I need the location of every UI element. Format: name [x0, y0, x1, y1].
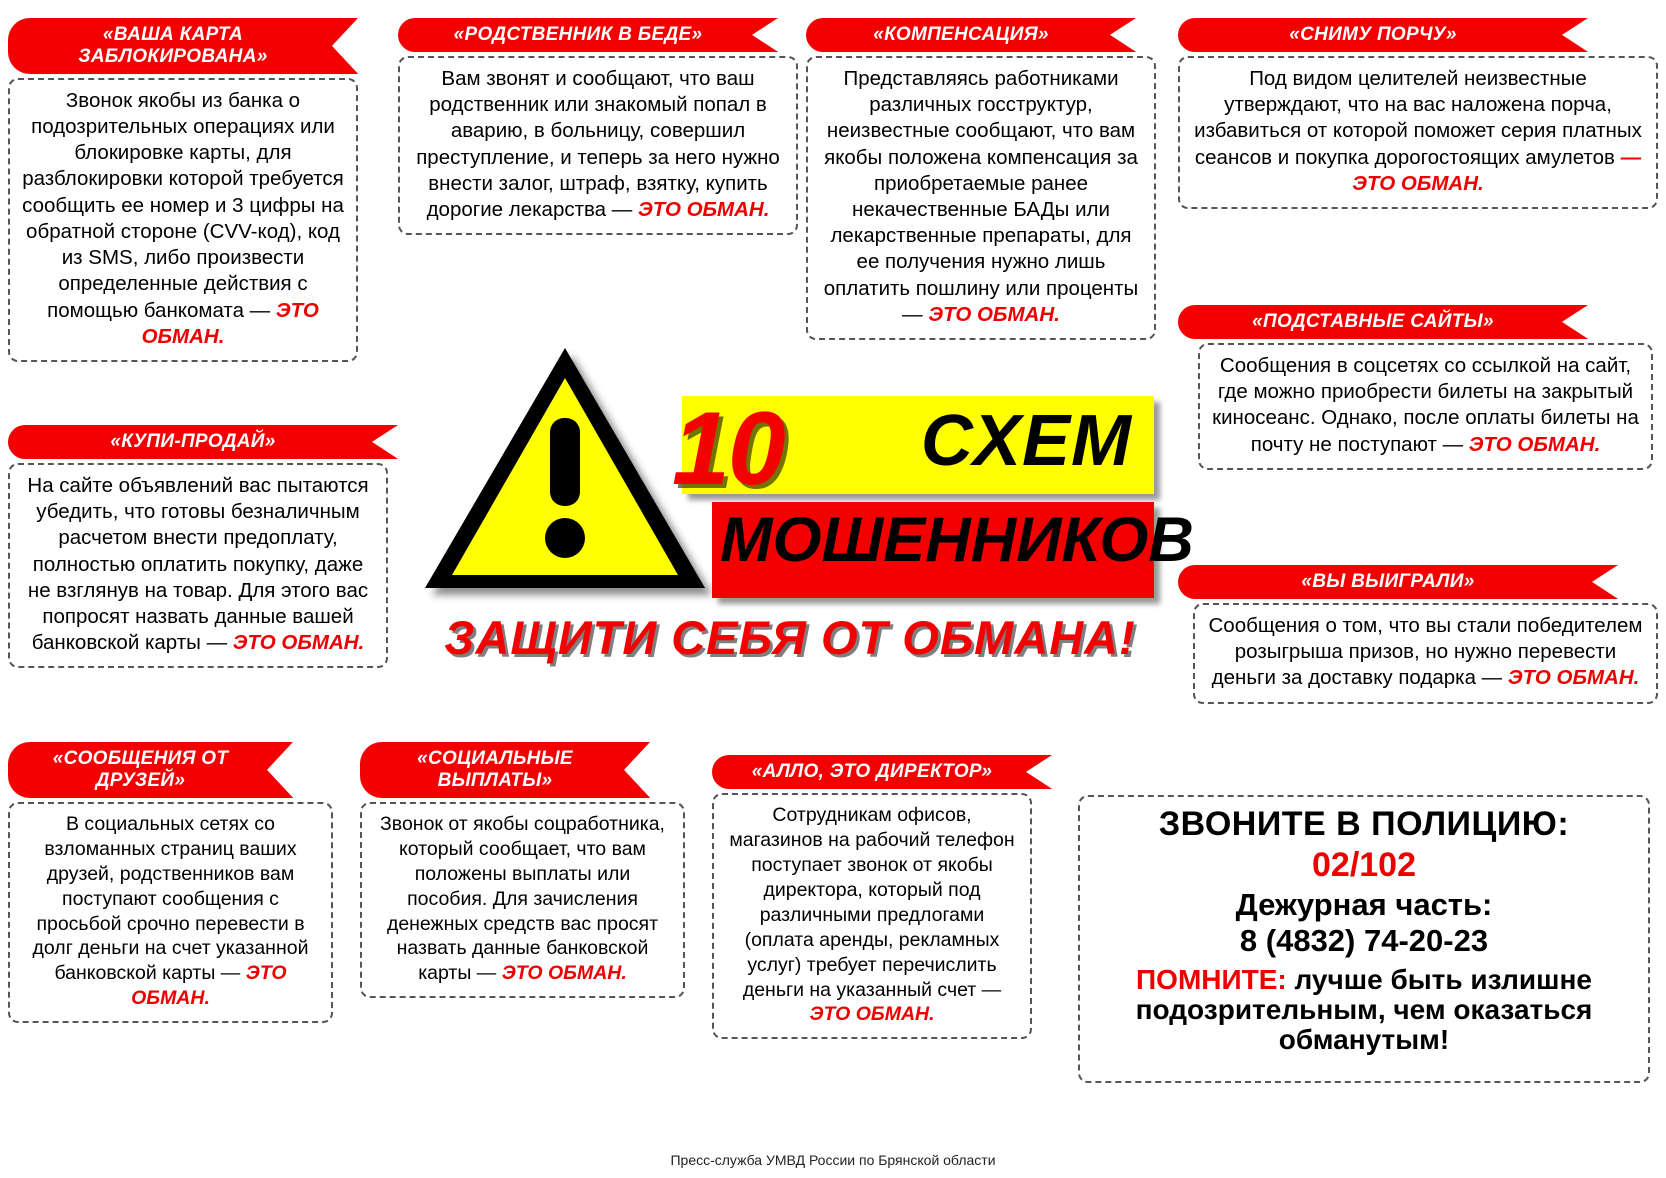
title-word-shem: СХЕМ: [920, 401, 1132, 481]
card-warning-tail: — ЭТО ОБМАН.: [1352, 145, 1642, 195]
card-body-text: Под видом целителей неизвестные утверждают, что на вас наложена порча, избавиться от которой поможет серия платных сеансов и покупка дорогостоящих амулетов: [1194, 66, 1642, 169]
card-text-relative-in-trouble: [398, 56, 798, 235]
card-blocked-card: [8, 18, 378, 362]
police-phone-short: 02/102: [1312, 846, 1416, 884]
card-text-you-won: [1193, 603, 1658, 704]
card-remove-curse: [1178, 18, 1658, 209]
duty-unit-phone: 8 (4832) 74-20-23: [1239, 923, 1489, 958]
title-band-red: [712, 502, 1194, 598]
card-warning-tail: ЭТО ОБМАН.: [928, 302, 1060, 326]
card-fake-sites: [1178, 305, 1658, 470]
remember-note: [1086, 965, 1642, 1055]
card-body-text: Сотрудникам офисов, магазинов на рабочий телефон поступает звонок от якобы директора, который под различными предлогами (оплата аренды, рекламных услуг) требует перечислить деньги на указанный счет —: [729, 803, 1015, 1001]
card-text-social-payments: [360, 802, 685, 999]
card-title-relative-in-trouble: «РОДСТВЕННИК В БЕДЕ»: [398, 18, 778, 52]
card-text-remove-curse: [1178, 56, 1658, 209]
card-body-text: Сообщения о том, что вы стали победителем розыгрыша призов, но нужно перевести деньги за доставку подарка —: [1208, 613, 1643, 690]
card-you-won: [1178, 565, 1658, 704]
card-compensation: [806, 18, 1156, 340]
card-social-payments: [360, 742, 690, 998]
card-text-compensation: [806, 56, 1156, 340]
card-title-social-payments: «СОЦИАЛЬНЫЕ ВЫПЛАТЫ»: [360, 742, 650, 798]
card-body-text: Звонок якобы из банка о подозрительных операциях или блокировке карты, для разблокировки которой требуется сообщить ее номер и 3 цифры на обратной стороне (CVV-код), код из SMS, либо произвести определенные действия с помощью банкомата —: [22, 88, 344, 322]
card-body-text: Звонок от якобы соцработника, который сообщает, что вам положены выплаты или пособия. Для зачисления денежных средств вас просят назвать данные банковской карты —: [380, 812, 665, 985]
card-relative-in-trouble: [398, 18, 798, 235]
card-body-text: На сайте объявлений вас пытаются убедить, что готовы безналичным расчетом внести предоплату, полностью оплатить покупку, даже не взглянув на товар. Для этого вас попросят назвать данные вашей банковской карты —: [27, 473, 369, 655]
title-number-ten: 10: [672, 391, 784, 507]
card-warning-tail: ЭТО ОБМАН.: [501, 962, 627, 985]
title-word-moshennikov: МОШЕННИКОВ: [720, 505, 1194, 575]
card-text-messages-from-friends: [8, 802, 333, 1024]
police-contact-box: [1078, 795, 1650, 1083]
card-text-fake-sites: [1198, 343, 1653, 470]
card-warning-tail: ЭТО ОБМАН.: [1507, 666, 1640, 690]
card-warning-tail: ЭТО ОБМАН.: [809, 1003, 935, 1026]
card-text-blocked-card: [8, 78, 358, 362]
remember-label: ПОМНИТЕ:: [1136, 964, 1287, 995]
card-warning-tail: ЭТО ОБМАН.: [141, 298, 319, 348]
poster-slogan: ЗАЩИТИ СЕБЯ ОТ ОБМАНА!: [444, 611, 1136, 664]
card-title-fake-sites: «ПОДСТАВНЫЕ САЙТЫ»: [1178, 305, 1588, 339]
card-title-hello-this-is-director: «АЛЛО, ЭТО ДИРЕКТОР»: [712, 755, 1052, 789]
card-body-text: В социальных сетях со взломанных страниц ваших друзей, родственников вам поступают сообщения с просьбой срочно перевести в долг деньги на счет указанной банковской карты —: [32, 812, 309, 985]
warning-triangle-icon: [420, 340, 710, 595]
remember-text: лучше быть излишне подозрительным, чем оказаться обманутым!: [1135, 964, 1593, 1055]
card-text-buy-sell: [8, 463, 388, 669]
card-body-text: Сообщения в соцсетях со ссылкой на сайт, где можно приобрести билеты на закрытый киносеанс. Однако, после оплаты билеты на почту не поступают —: [1212, 353, 1639, 456]
card-body-text: Вам звонят и сообщают, что ваш родственник или знакомый попал в аварию, в больницу, совершил преступление, и теперь за него нужно внести залог, штраф, взятку, купить дорогие лекарства —: [416, 66, 780, 222]
poster-title-block: [400, 330, 1194, 690]
card-warning-tail: ЭТО ОБМАН.: [131, 962, 287, 1010]
duty-unit-label: Дежурная часть:: [1235, 887, 1493, 922]
card-text-hello-this-is-director: [712, 793, 1032, 1040]
card-title-you-won: «ВЫ ВЫИГРАЛИ»: [1178, 565, 1618, 599]
card-warning-tail: ЭТО ОБМАН.: [1468, 432, 1601, 456]
police-call-label: ЗВОНИТЕ В ПОЛИЦИЮ:: [1158, 805, 1570, 843]
card-warning-tail: ЭТО ОБМАН.: [637, 198, 770, 222]
card-title-remove-curse: «СНИМУ ПОРЧУ»: [1178, 18, 1588, 52]
card-messages-from-friends: [8, 742, 338, 1023]
card-title-blocked-card: «ВАША КАРТА ЗАБЛОКИРОВАНА»: [8, 18, 358, 74]
card-title-messages-from-friends: «СООБЩЕНИЯ ОТ ДРУЗЕЙ»: [8, 742, 293, 798]
card-title-buy-sell: «КУПИ-ПРОДАЙ»: [8, 425, 398, 459]
card-body-text: Представляясь работниками различных госструктур, неизвестные сообщают, что вам якобы положена компенсация за приобретаемые ранее некачественные БАДы или лекарственные препараты, для ее получения нужно лишь оплатить пошлину или проценты —: [823, 66, 1139, 326]
card-title-compensation: «КОМПЕНСАЦИЯ»: [806, 18, 1136, 52]
card-hello-this-is-director: [712, 755, 1052, 1039]
card-buy-sell: [8, 425, 408, 668]
press-service-credit: Пресс-служба УМВД России по Брянской области: [670, 1152, 996, 1168]
card-warning-tail: ЭТО ОБМАН.: [232, 631, 365, 655]
